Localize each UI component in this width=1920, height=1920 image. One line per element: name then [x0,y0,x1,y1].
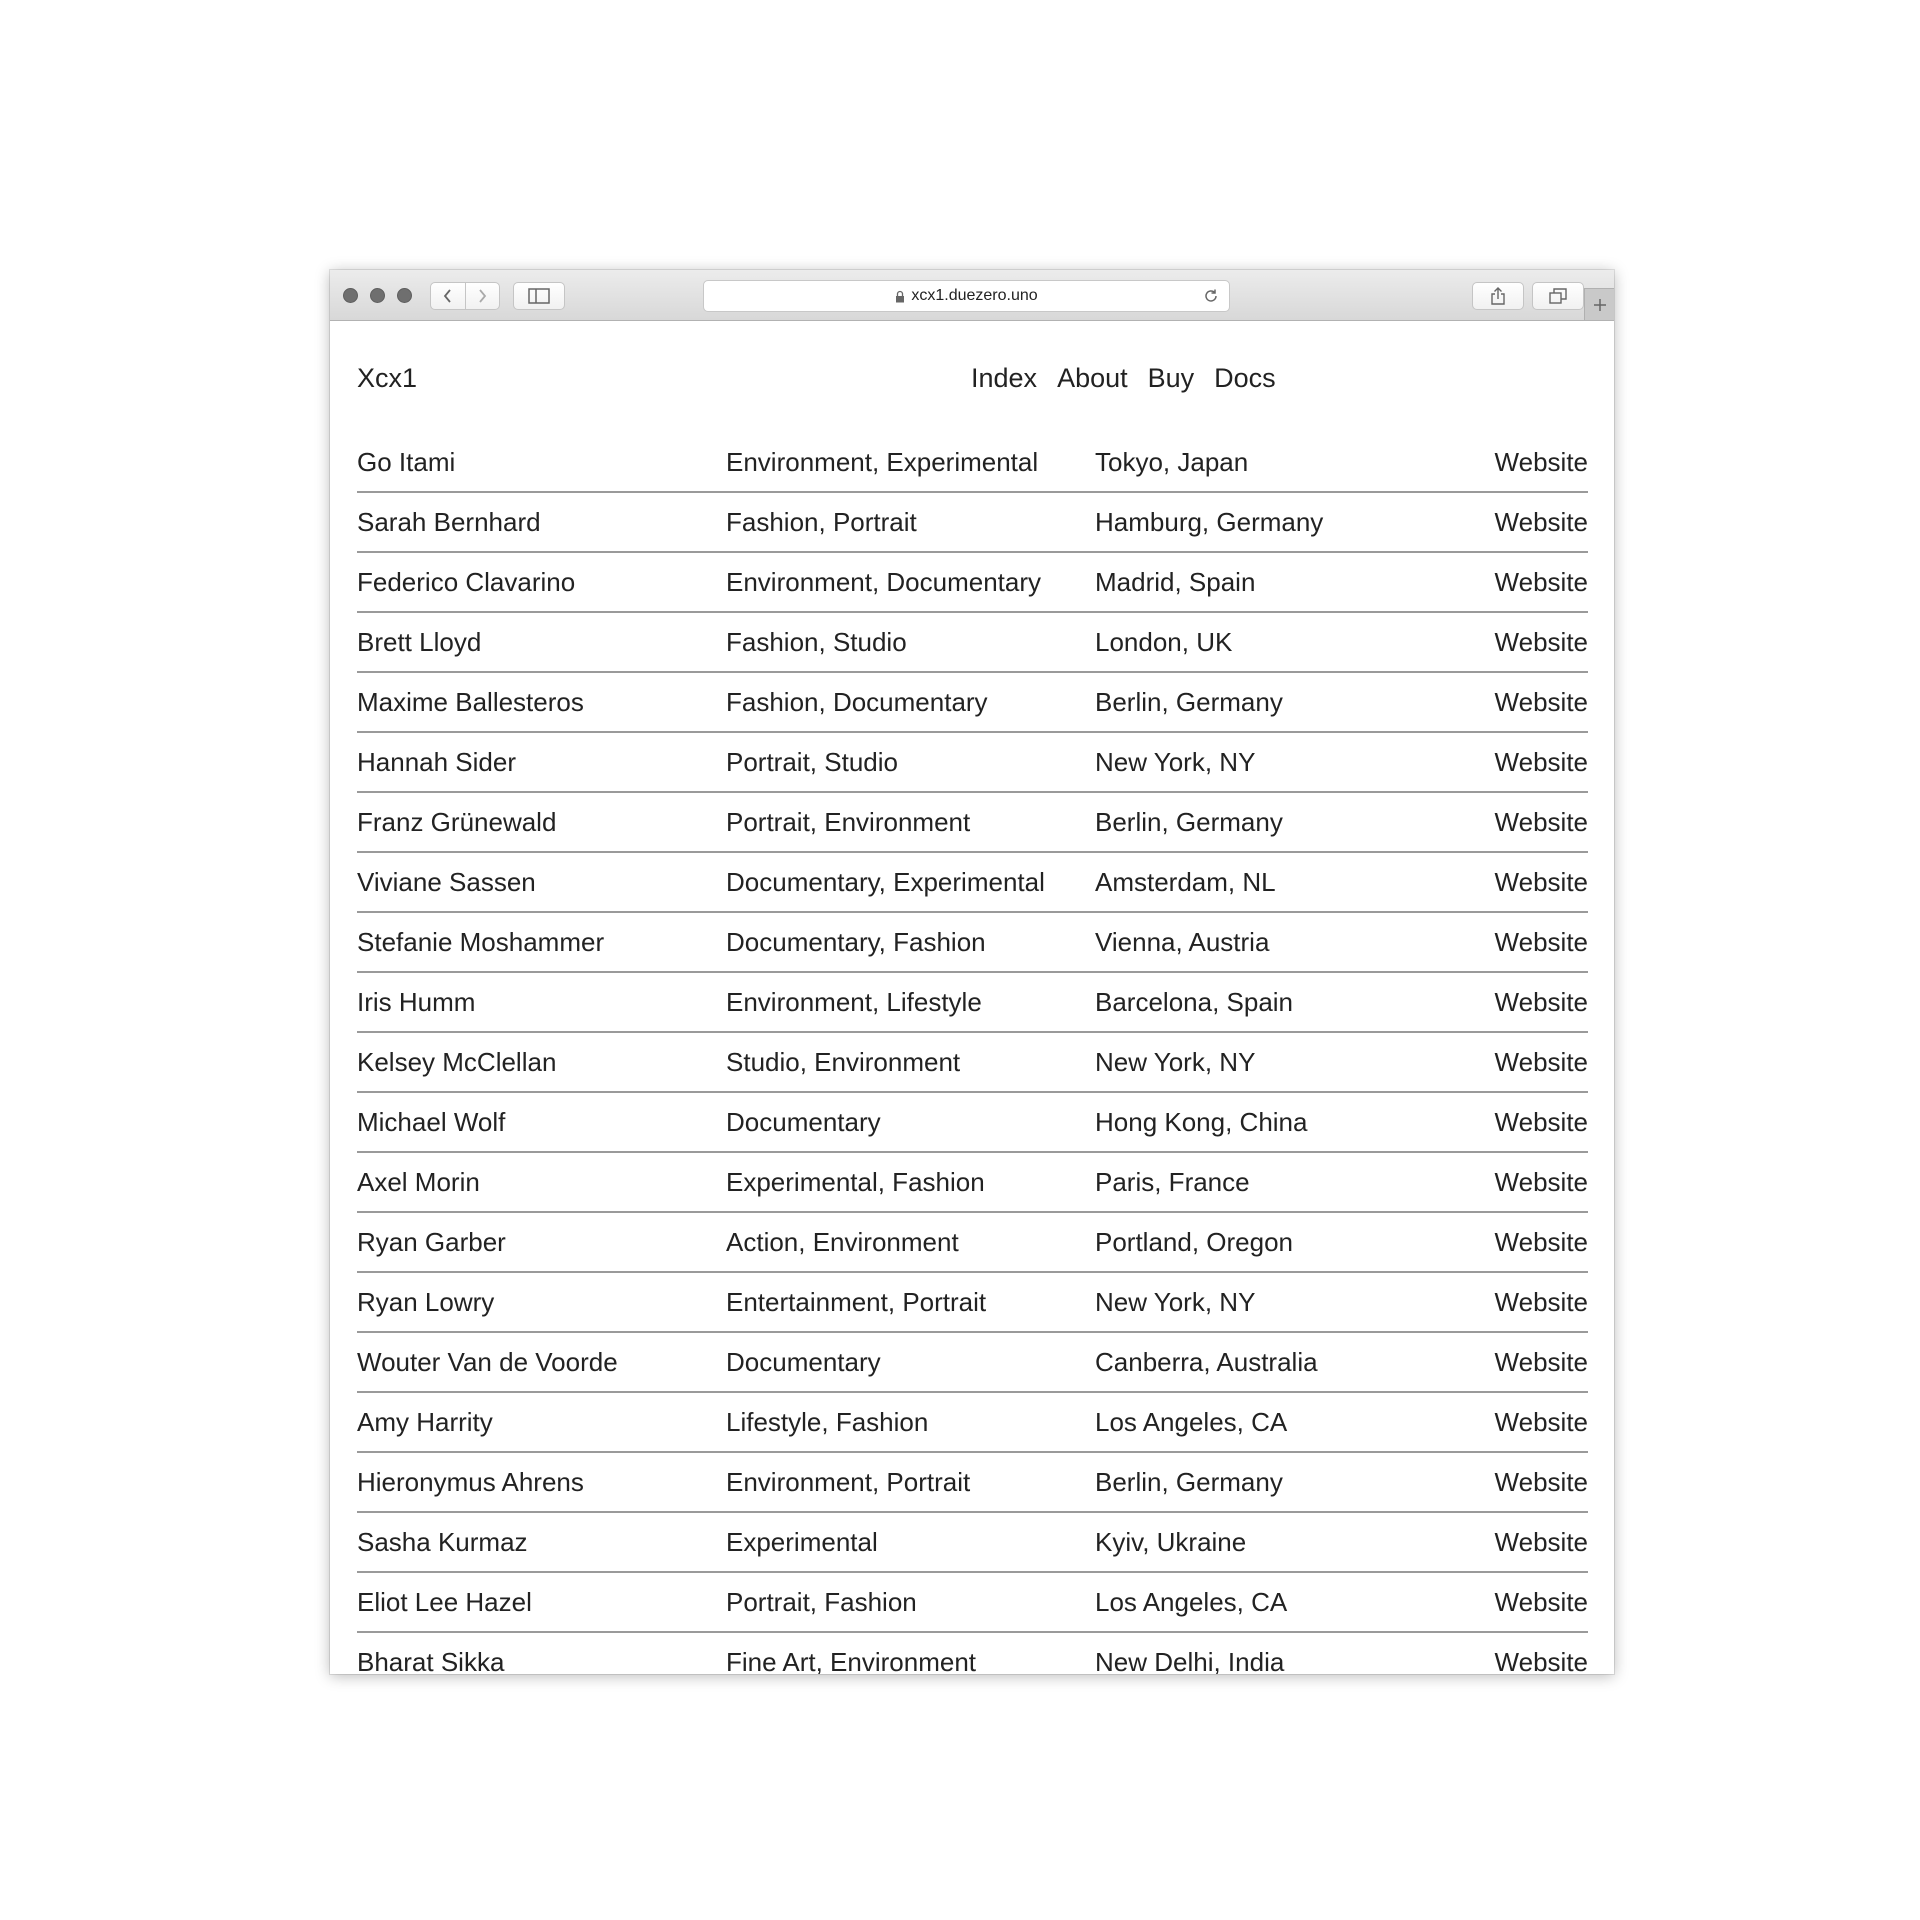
table-row [357,1273,1588,1333]
table-row [357,1453,1588,1513]
photographer-location: Los Angeles, CA [1095,1586,1288,1617]
table-row [357,1333,1588,1393]
photographer-name: Ryan Lowry [357,1286,495,1317]
photographer-name: Amy Harrity [357,1406,493,1437]
photographer-location: London, UK [1095,626,1233,657]
table-row [357,1633,1588,1674]
history-nav [430,282,500,310]
photographer-categories: Action, Environment [726,1226,959,1257]
photographer-location: Portland, Oregon [1095,1226,1294,1257]
table-row [357,553,1588,613]
nav-index[interactable]: Index [971,363,1038,393]
zoom-window-button[interactable] [397,288,412,303]
table-row [357,913,1588,973]
photographer-name: Sasha Kurmaz [357,1526,528,1557]
close-window-button[interactable] [343,288,358,303]
website-link[interactable]: Website [1494,1646,1588,1674]
reload-icon[interactable] [1203,288,1219,304]
website-link[interactable]: Website [1494,806,1588,837]
website-link[interactable]: Website [1494,926,1588,957]
photographer-categories: Experimental [726,1526,878,1557]
browser-window [330,270,1614,1674]
table-row [357,1393,1588,1453]
photographer-table [357,433,1588,1674]
table-row [357,733,1588,793]
photographer-categories: Environment, Experimental [726,446,1039,477]
back-button[interactable] [431,283,465,309]
photographer-categories: Fashion, Studio [726,626,907,657]
photographer-name: Eliot Lee Hazel [357,1586,532,1617]
nav-docs[interactable]: Docs [1214,363,1276,393]
website-link[interactable]: Website [1494,1226,1588,1257]
photographer-name: Go Itami [357,446,456,477]
nav-about[interactable]: About [1057,363,1128,393]
table-row [357,1093,1588,1153]
new-tab-button[interactable] [1584,288,1614,320]
tabs-icon [1549,288,1567,304]
photographer-categories: Experimental, Fashion [726,1166,985,1197]
photographer-name: Axel Morin [357,1166,480,1197]
photographer-location: Tokyo, Japan [1095,446,1249,477]
sidebar-icon [528,288,550,304]
photographer-name: Franz Grünewald [357,806,557,837]
table-row [357,493,1588,553]
photographer-name: Viviane Sassen [357,866,536,897]
browser-toolbar [330,270,1614,321]
photographer-categories: Fine Art, Environment [726,1646,976,1674]
chevron-right-icon [476,288,488,304]
photographer-location: Berlin, Germany [1095,686,1283,717]
website-link[interactable]: Website [1494,866,1588,897]
photographer-location: Vienna, Austria [1095,926,1270,957]
photographer-location: New Delhi, India [1095,1646,1285,1674]
photographer-name: Wouter Van de Voorde [357,1346,618,1377]
website-link[interactable]: Website [1494,1466,1588,1497]
photographer-location: Hong Kong, China [1095,1106,1308,1137]
plus-icon [1593,298,1607,312]
photographer-name: Michael Wolf [357,1106,506,1137]
table-row [357,1213,1588,1273]
photographer-name: Federico Clavarino [357,566,576,597]
table-row [357,853,1588,913]
photographer-name: Hannah Sider [357,746,516,777]
share-button[interactable] [1472,282,1524,310]
table-row [357,433,1588,493]
photographer-categories: Documentary, Fashion [726,926,986,957]
site-nav [971,363,1276,394]
photographer-categories: Lifestyle, Fashion [726,1406,929,1437]
website-link[interactable]: Website [1494,1586,1588,1617]
photographer-location: New York, NY [1095,1046,1256,1077]
photographer-name: Kelsey McClellan [357,1046,557,1077]
photographer-location: Paris, France [1095,1166,1250,1197]
website-link[interactable]: Website [1494,1106,1588,1137]
table-row [357,1513,1588,1573]
chevron-left-icon [442,288,454,304]
tab-overview-button[interactable] [1532,282,1584,310]
address-bar[interactable] [703,280,1230,312]
photographer-location: Hamburg, Germany [1095,506,1324,537]
table-row [357,1153,1588,1213]
table-row [357,673,1588,733]
site-logo[interactable]: Xcx1 [357,363,418,393]
website-link[interactable]: Website [1494,566,1588,597]
website-link[interactable]: Website [1494,1406,1588,1437]
website-link[interactable]: Website [1494,1286,1588,1317]
photographer-categories: Environment, Lifestyle [726,986,982,1017]
photographer-location: Berlin, Germany [1095,806,1283,837]
photographer-location: New York, NY [1095,746,1256,777]
lock-icon [895,290,905,303]
photographer-location: Canberra, Australia [1095,1346,1318,1377]
photographer-categories: Environment, Documentary [726,566,1042,597]
website-link[interactable]: Website [1494,1046,1588,1077]
photographer-name: Iris Humm [357,986,476,1017]
photographer-categories: Fashion, Documentary [726,686,988,717]
nav-buy[interactable]: Buy [1147,363,1195,393]
website-link[interactable]: Website [1494,1166,1588,1197]
website-link[interactable]: Website [1494,746,1588,777]
website-link[interactable]: Website [1494,686,1588,717]
share-icon [1490,287,1506,305]
photographer-name: Ryan Garber [357,1226,506,1257]
photographer-categories: Fashion, Portrait [726,506,917,537]
photographer-name: Stefanie Moshammer [357,926,605,957]
photographer-location: Madrid, Spain [1095,566,1256,597]
photographer-name: Hieronymus Ahrens [357,1466,584,1497]
photographer-location: Barcelona, Spain [1095,986,1294,1017]
table-row [357,973,1588,1033]
url-text: xcx1.duezero.uno [911,287,1038,304]
photographer-categories: Portrait, Studio [726,746,898,777]
photographer-categories: Environment, Portrait [726,1466,971,1497]
website-link[interactable]: Website [1494,1526,1588,1557]
photographer-categories: Entertainment, Portrait [726,1286,987,1317]
website-link[interactable]: Website [1494,626,1588,657]
photographer-name: Maxime Ballesteros [357,686,584,717]
photographer-location: Berlin, Germany [1095,1466,1283,1497]
table-row [357,613,1588,673]
website-link[interactable]: Website [1494,986,1588,1017]
photographer-location: New York, NY [1095,1286,1256,1317]
website-link[interactable]: Website [1494,506,1588,537]
photographer-name: Brett Lloyd [357,626,482,657]
photographer-categories: Documentary, Experimental [726,866,1045,897]
photographer-name: Sarah Bernhard [357,506,541,537]
photographer-categories: Portrait, Environment [726,806,971,837]
photographer-categories: Portrait, Fashion [726,1586,917,1617]
table-row [357,793,1588,853]
minimize-window-button[interactable] [370,288,385,303]
photographer-categories: Documentary [726,1346,881,1377]
photographer-categories: Documentary [726,1106,881,1137]
photographer-name: Bharat Sikka [357,1646,505,1674]
sidebar-toggle-button[interactable] [513,282,565,310]
website-link[interactable]: Website [1494,1346,1588,1377]
website-link[interactable]: Website [1494,446,1588,477]
photographer-location: Kyiv, Ukraine [1095,1526,1247,1557]
forward-button[interactable] [465,283,500,309]
photographer-location: Los Angeles, CA [1095,1406,1288,1437]
table-row [357,1033,1588,1093]
photographer-categories: Studio, Environment [726,1046,961,1077]
photographer-location: Amsterdam, NL [1095,866,1276,897]
table-row [357,1573,1588,1633]
page-content [330,321,1614,1674]
